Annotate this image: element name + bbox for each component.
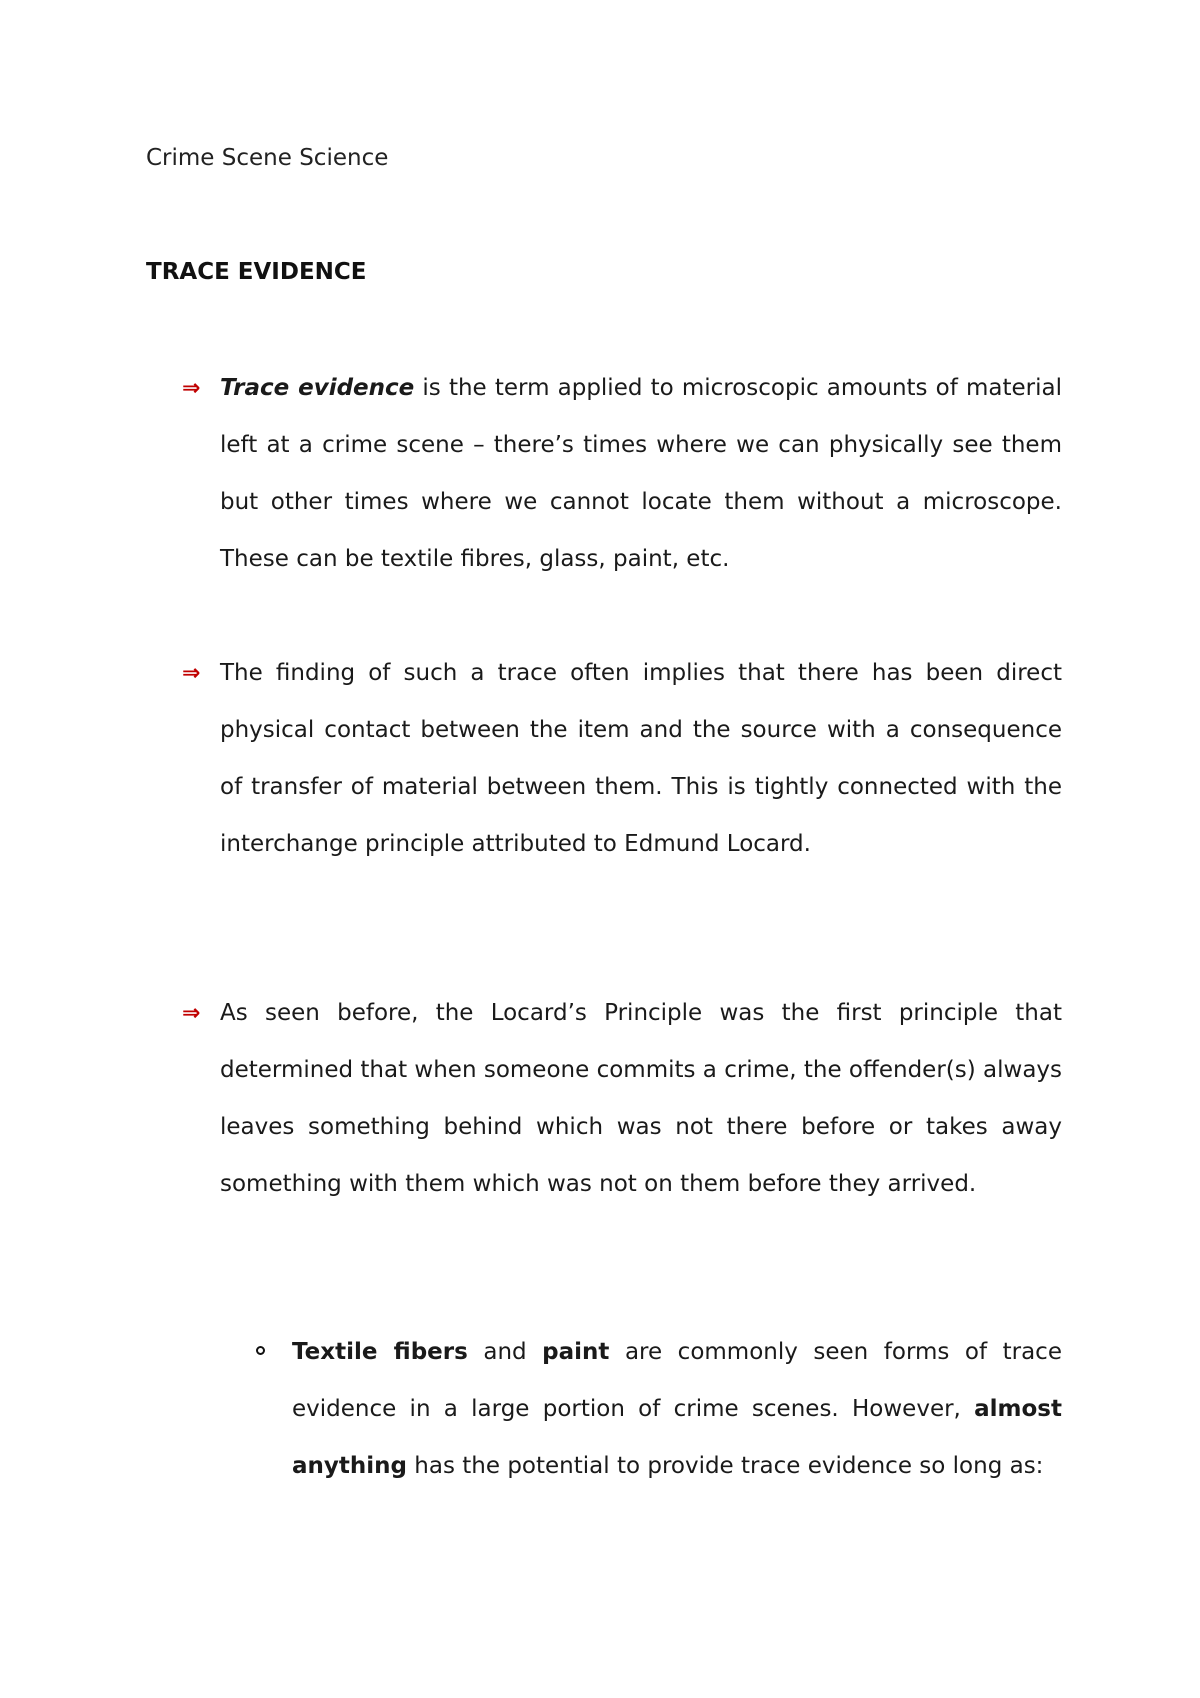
double-arrow-icon: ⇒	[182, 1001, 201, 1026]
bold-term-paint: paint	[542, 1339, 610, 1365]
text-fragment: has the potential to provide trace evidence so long as:	[406, 1453, 1044, 1479]
section-heading: TRACE EVIDENCE	[146, 259, 367, 285]
double-arrow-icon: ⇒	[182, 661, 201, 686]
hollow-circle-bullet-icon	[256, 1346, 265, 1355]
bullet-body: is the term applied to microscopic amounts of material left at a crime scene – there’s times where we can physically see them but other times where we cannot locate them without a microscope. These can be textile fibres, glass, paint, etc.	[220, 375, 1062, 572]
document-title: Crime Scene Science	[146, 145, 389, 171]
bold-term-almost-anything: almost anything	[292, 1396, 1062, 1479]
sub-bullet-text	[292, 1324, 1062, 1495]
double-arrow-icon: ⇒	[182, 376, 201, 401]
text-fragment: and	[467, 1339, 543, 1365]
bullet-text: The finding of such a trace often implies that there has been direct physical contact between the item and the source with a consequence of transfer of material between them. This is tightly connected with the interchange principle attributed to Edmund Locard.	[220, 660, 1062, 857]
bullet-lead-term: Trace evidence	[220, 375, 415, 401]
bullet-text: As seen before, the Locard’s Principle was the first principle that determined that when someone commits a crime, the offender(s) always leaves something behind which was not there before or takes away something with them which was not on them before they arrived.	[220, 1000, 1063, 1197]
bullet-text	[220, 360, 1062, 588]
text-fragment: are commonly seen forms of trace evidence in a large portion of crime scenes. However,	[292, 1339, 1062, 1422]
bold-term-textile-fibers: Textile fibers	[292, 1339, 468, 1365]
